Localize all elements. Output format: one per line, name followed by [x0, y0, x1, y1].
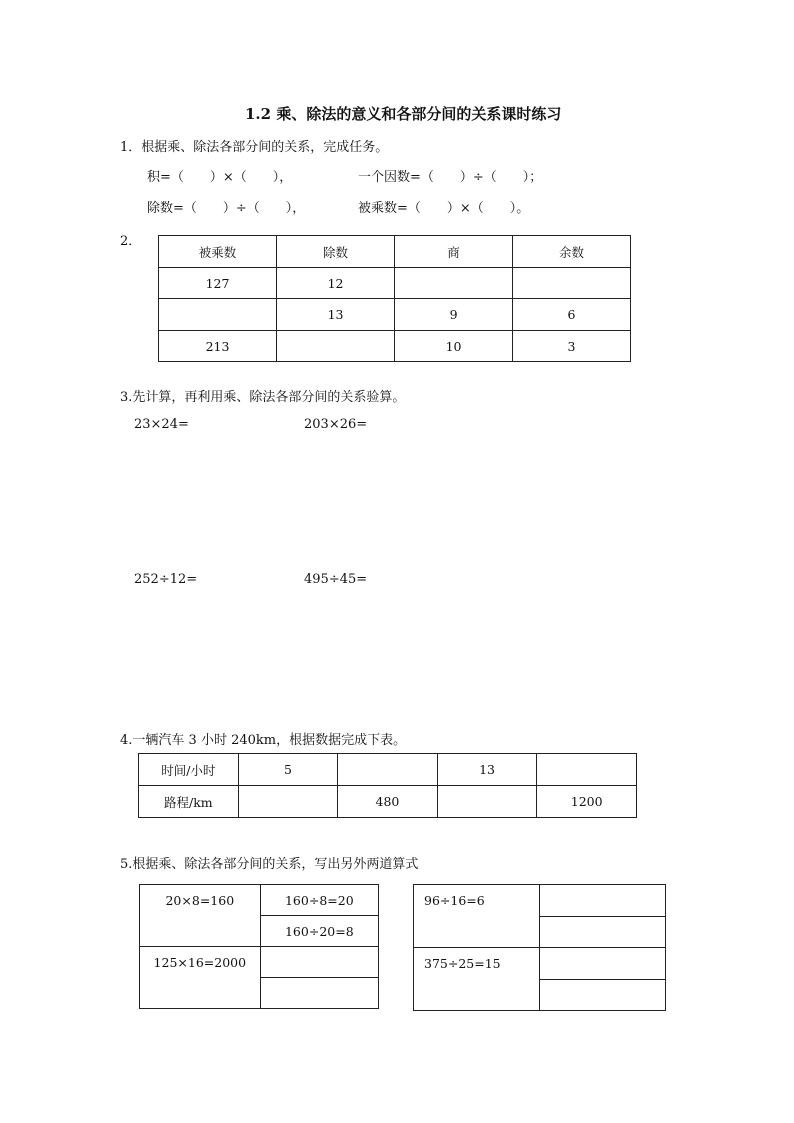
- table-cell: 6: [513, 299, 631, 331]
- table-row: [139, 754, 637, 786]
- q5-left-table: [139, 884, 379, 1009]
- answer-cell[interactable]: [395, 268, 513, 299]
- q4-heading: 4.一辆汽车 3 小时 240km，根据数据完成下表。: [120, 733, 407, 748]
- header-cell: 除数: [277, 236, 395, 268]
- answer-cell[interactable]: [260, 978, 378, 1009]
- answer-cell[interactable]: [513, 268, 631, 299]
- given-equation: 96÷16=6: [414, 885, 540, 948]
- answer-cell[interactable]: [159, 299, 277, 331]
- table-row: [159, 331, 631, 362]
- table-header-row: [159, 236, 631, 268]
- q3-heading: 3.先计算，再利用乘、除法各部分间的关系验算。: [120, 390, 406, 405]
- q2-table: [158, 235, 631, 362]
- table-row: [159, 299, 631, 331]
- derived-equation: 160÷20=8: [260, 916, 378, 947]
- table-cell: 13: [437, 754, 537, 786]
- header-cell: 商: [395, 236, 513, 268]
- q1-line2-right: 被乘数=（ ）×（ ）。: [358, 201, 530, 216]
- table-cell: 127: [159, 268, 277, 299]
- q1-heading: 1．根据乘、除法各部分间的关系，完成任务。: [120, 140, 389, 155]
- table-cell: 5: [238, 754, 338, 786]
- q5-right-table: [413, 884, 666, 1011]
- table-row: [139, 786, 637, 818]
- table-row: [414, 885, 666, 917]
- q3-expr: 23×24=: [134, 417, 189, 432]
- row-header-cell: 时间/小时: [139, 754, 239, 786]
- table-cell: 1200: [537, 786, 637, 818]
- answer-cell[interactable]: [437, 786, 537, 818]
- q4-table: [138, 753, 637, 818]
- row-header-cell: 路程/km: [139, 786, 239, 818]
- table-cell: 213: [159, 331, 277, 362]
- q3-expr: 252÷12=: [134, 572, 198, 587]
- table-row: [159, 268, 631, 299]
- derived-equation: 160÷8=20: [260, 885, 378, 916]
- given-equation: 20×8=160: [140, 885, 261, 947]
- answer-cell[interactable]: [277, 331, 395, 362]
- table-cell: 480: [338, 786, 438, 818]
- page-title: 1.2 乘、除法的意义和各部分间的关系课时练习: [245, 105, 562, 123]
- q1-line1-left: 积=（ ）×（ ），: [147, 170, 293, 185]
- q3-expr: 495÷45=: [304, 572, 368, 587]
- header-cell: 被乘数: [159, 236, 277, 268]
- answer-cell[interactable]: [260, 947, 378, 978]
- q1-line2-left: 除数=（ ）÷（ ），: [147, 201, 306, 216]
- header-cell: 余数: [513, 236, 631, 268]
- answer-cell[interactable]: [540, 948, 666, 980]
- q2-label: 2．: [120, 234, 142, 249]
- table-cell: 10: [395, 331, 513, 362]
- table-row: [140, 947, 379, 978]
- table-row: [140, 885, 379, 916]
- given-equation: 125×16=2000: [140, 947, 261, 1009]
- answer-cell[interactable]: [540, 917, 666, 948]
- answer-cell[interactable]: [540, 980, 666, 1011]
- answer-cell[interactable]: [238, 786, 338, 818]
- table-cell: 3: [513, 331, 631, 362]
- table-cell: 13: [277, 299, 395, 331]
- answer-cell[interactable]: [540, 885, 666, 917]
- table-cell: 12: [277, 268, 395, 299]
- table-cell: 9: [395, 299, 513, 331]
- q1-line1-right: 一个因数=（ ）÷（ ）；: [358, 170, 543, 185]
- given-equation: 375÷25=15: [414, 948, 540, 1011]
- q5-heading: 5.根据乘、除法各部分间的关系，写出另外两道算式: [120, 857, 419, 872]
- table-row: [414, 948, 666, 980]
- answer-cell[interactable]: [338, 754, 438, 786]
- answer-cell[interactable]: [537, 754, 637, 786]
- q3-expr: 203×26=: [304, 417, 368, 432]
